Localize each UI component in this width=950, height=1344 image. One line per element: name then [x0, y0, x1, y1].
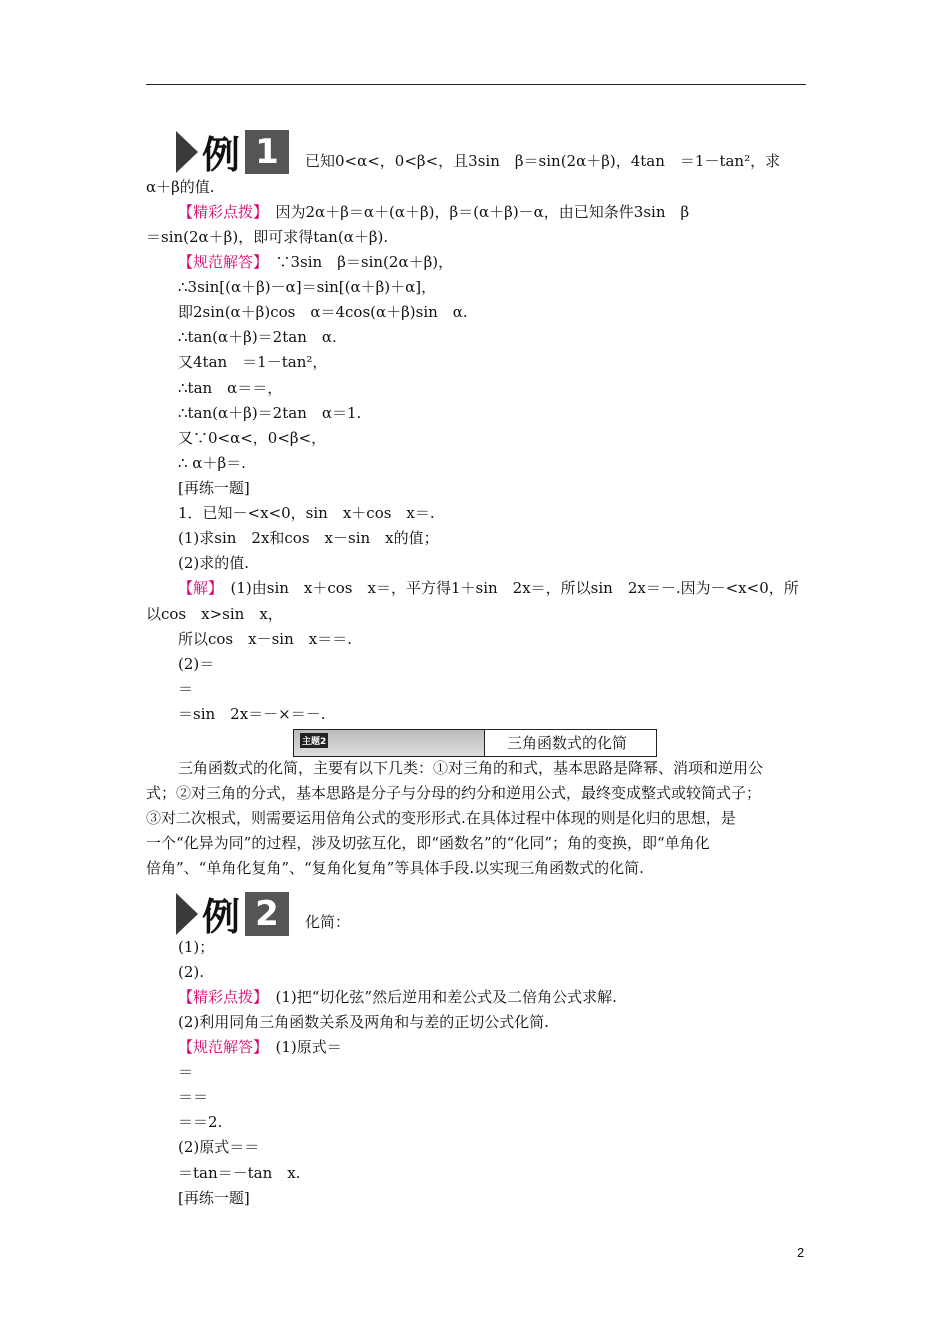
solution-2-line-4: ＝＝2.	[178, 1113, 223, 1131]
hint-1-text: 因为2α＋β＝α＋(α＋β)，β＝(α＋β)－α，由已知条件3sin β	[260, 203, 690, 221]
paragraph-line: 式；②对三角的分式，基本思路是分子与分母的约分和逆用公式，最终变成整式或较简式子；	[146, 784, 762, 802]
practice-1-question: 1．已知－<x<0，sin x＋cos x＝.	[178, 504, 435, 522]
paragraph-line: 倍角”、“单角化复角”、“复角化复角”等具体手段.以实现三角函数式的化简.	[146, 859, 644, 877]
solution-1-step: 又∵0<α<，0<β<，	[178, 429, 327, 447]
answer-1-line-4: (2)＝	[178, 655, 215, 673]
paragraph-line: ③对二次根式，则需要运用倍角公式的变形形式.在具体过程中体现的则是化归的思想，是	[146, 809, 736, 827]
solution-2-line-6: ＝tan＝－tan x.	[178, 1164, 301, 1182]
answer-1-text: (1)由sin x＋cos x＝，平方得1＋sin 2x＝，所以sin 2x＝－.因为－<x<0，所	[215, 579, 799, 597]
hint-1-line-1	[178, 202, 689, 222]
solution-2-text: (1)原式＝	[260, 1038, 342, 1056]
answer-1-line-5: ＝	[178, 680, 194, 698]
answer-1-line-2: 以cos x>sin x，	[146, 605, 283, 623]
topic-2-tag-box	[294, 730, 484, 756]
solution-1-step: ∴tan(α＋β)＝2tan α.	[178, 328, 337, 346]
answer-1-line-3: 所以cos x－sin x＝＝.	[178, 630, 352, 648]
solution-1-step: ∴ α＋β＝.	[178, 454, 246, 472]
hint-2-line-1	[178, 987, 617, 1007]
practice-1-part-2: (2)求的值.	[178, 554, 250, 572]
paragraph-line: 三角函数式的化简，主要有以下几类：①对三角的和式，基本思路是降幂、消项和逆用公	[178, 759, 764, 777]
solution-1-label: 【规范解答】	[178, 253, 261, 271]
badge-li: 例	[202, 894, 242, 939]
answer-1-line-1	[178, 578, 799, 598]
example-1-problem-line-2: α＋β的值.	[146, 178, 215, 196]
example-2-part-2: (2).	[178, 963, 205, 981]
solution-1-step: ∴tan α＝＝，	[178, 379, 283, 397]
hint-1-line-2: ＝sin(2α＋β)，即可求得tan(α＋β).	[146, 228, 389, 246]
solution-1-line-1	[178, 252, 453, 272]
solution-1-text: ∵3sin β＝sin(2α＋β)，	[260, 253, 454, 271]
solution-2-line-2: ＝	[178, 1063, 194, 1081]
solution-1-step: 又4tan ＝1－tan²，	[178, 353, 328, 371]
solution-2-line-5: (2)原式＝＝	[178, 1138, 260, 1156]
page-number: 2	[797, 1245, 805, 1260]
practice-2-header: [再练一题]	[178, 1189, 250, 1207]
hint-1-label: 【精彩点拨】	[178, 203, 261, 221]
practice-1-header: [再练一题]	[178, 479, 250, 497]
solution-2-label: 【规范解答】	[178, 1038, 261, 1056]
topic-2-tag: 主题2	[300, 733, 328, 748]
solution-1-step: ∴tan(α＋β)＝2tan α＝1.	[178, 404, 362, 422]
hint-2-label: 【精彩点拨】	[178, 988, 261, 1006]
example-2-badge	[176, 886, 289, 941]
header-rule	[146, 84, 806, 85]
badge-arrow-icon	[176, 131, 198, 173]
topic-2-header	[293, 729, 657, 757]
example-2-problem: 化简：	[305, 913, 351, 931]
answer-1-label: 【解】	[178, 579, 216, 597]
solution-2-line-3: ＝＝	[178, 1088, 209, 1106]
badge-number: 2	[245, 892, 289, 936]
hint-2-line-2: (2)利用同角三角函数关系及两角和与差的正切公式化简.	[178, 1013, 550, 1031]
practice-1-part-1: (1)求sin 2x和cos x－sin x的值；	[178, 529, 439, 547]
solution-1-step: ∴3sin[(α＋β)－α]＝sin[(α＋β)＋α]，	[178, 278, 437, 296]
badge-arrow-icon	[176, 893, 198, 935]
solution-2-line-1	[178, 1037, 342, 1057]
example-1-badge	[176, 124, 289, 179]
paragraph-line: 一个“化异为同”的过程，涉及切弦互化，即“函数名”的“化同”；角的变换，即“单角化	[146, 834, 710, 852]
example-2-part-1: (1)；	[178, 938, 215, 956]
badge-number: 1	[245, 130, 289, 174]
topic-2-title: 三角函数式的化简	[484, 730, 656, 756]
badge-li: 例	[202, 132, 242, 177]
solution-1-step: 即2sin(α＋β)cos α＝4cos(α＋β)sin α.	[178, 303, 468, 321]
answer-1-line-6: ＝sin 2x＝－×＝－.	[178, 705, 326, 723]
hint-2-text: (1)把“切化弦”然后逆用和差公式及二倍角公式求解.	[260, 988, 617, 1006]
example-1-problem-line-1: 已知0<α<，0<β<，且3sin β＝sin(2α＋β)，4tan ＝1－tan²，求	[305, 152, 781, 170]
